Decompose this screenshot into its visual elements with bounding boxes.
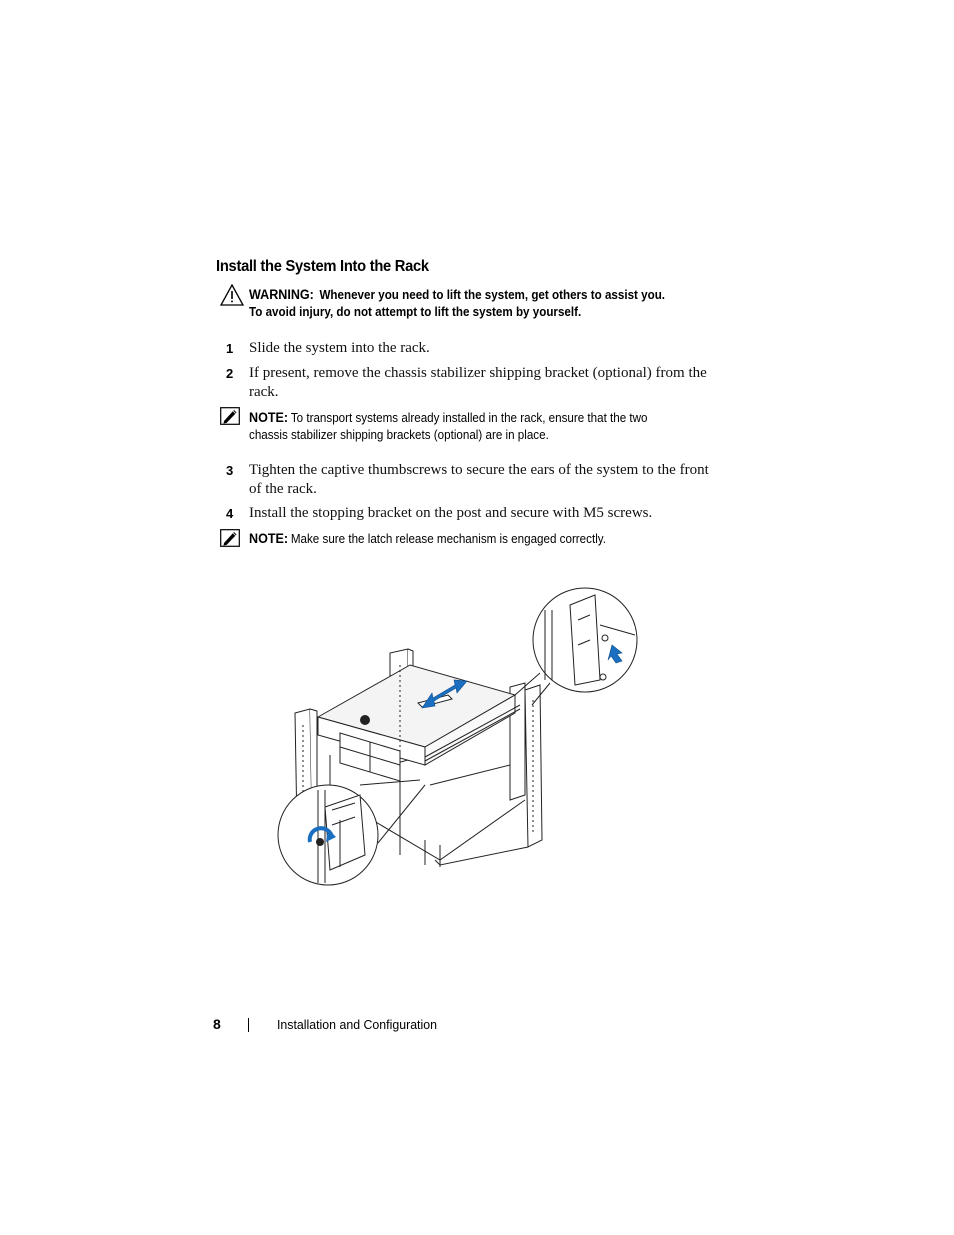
note-text: To transport systems already installed in the rack, ensure that the two chassis stabilizer shipping brackets (optional) are in place. <box>249 411 648 442</box>
step-text: Install the stopping bracket on the post and secure with M5 screws. <box>249 505 653 521</box>
step-number: 2 <box>226 366 234 381</box>
step-text: Slide the system into the rack. <box>249 340 430 356</box>
warning-label: WARNING: <box>249 287 314 302</box>
note-block <box>249 530 686 548</box>
note-block <box>249 409 686 444</box>
step-text: Tighten the captive thumbscrews to secure the ears of the system to the front of the rack. <box>249 462 709 497</box>
note-text: Make sure the latch release mechanism is engaged correctly. <box>290 532 606 546</box>
note-label: NOTE: <box>249 531 289 546</box>
section-title: Install the System Into the Rack <box>216 258 429 275</box>
rack-installation-illustration <box>270 585 650 890</box>
warning-text-line1: Whenever you need to lift the system, get others to assist you. <box>319 288 666 302</box>
note-pencil-icon <box>220 529 240 547</box>
warning-text-line2: To avoid injury, do not attempt to lift the system by yourself. <box>249 305 582 319</box>
page-number: 8 <box>213 1016 221 1032</box>
footer-divider <box>248 1018 249 1032</box>
note-label: NOTE: <box>249 410 289 425</box>
step-number: 4 <box>226 506 234 521</box>
warning-block <box>249 286 686 321</box>
step-number: 3 <box>226 463 234 478</box>
footer-chapter: Installation and Configuration <box>277 1017 437 1032</box>
step-number: 1 <box>226 341 234 356</box>
note-pencil-icon <box>220 407 240 425</box>
warning-triangle-icon <box>220 284 244 306</box>
step-text: If present, remove the chassis stabilizer shipping bracket (optional) from the rack. <box>249 365 707 400</box>
